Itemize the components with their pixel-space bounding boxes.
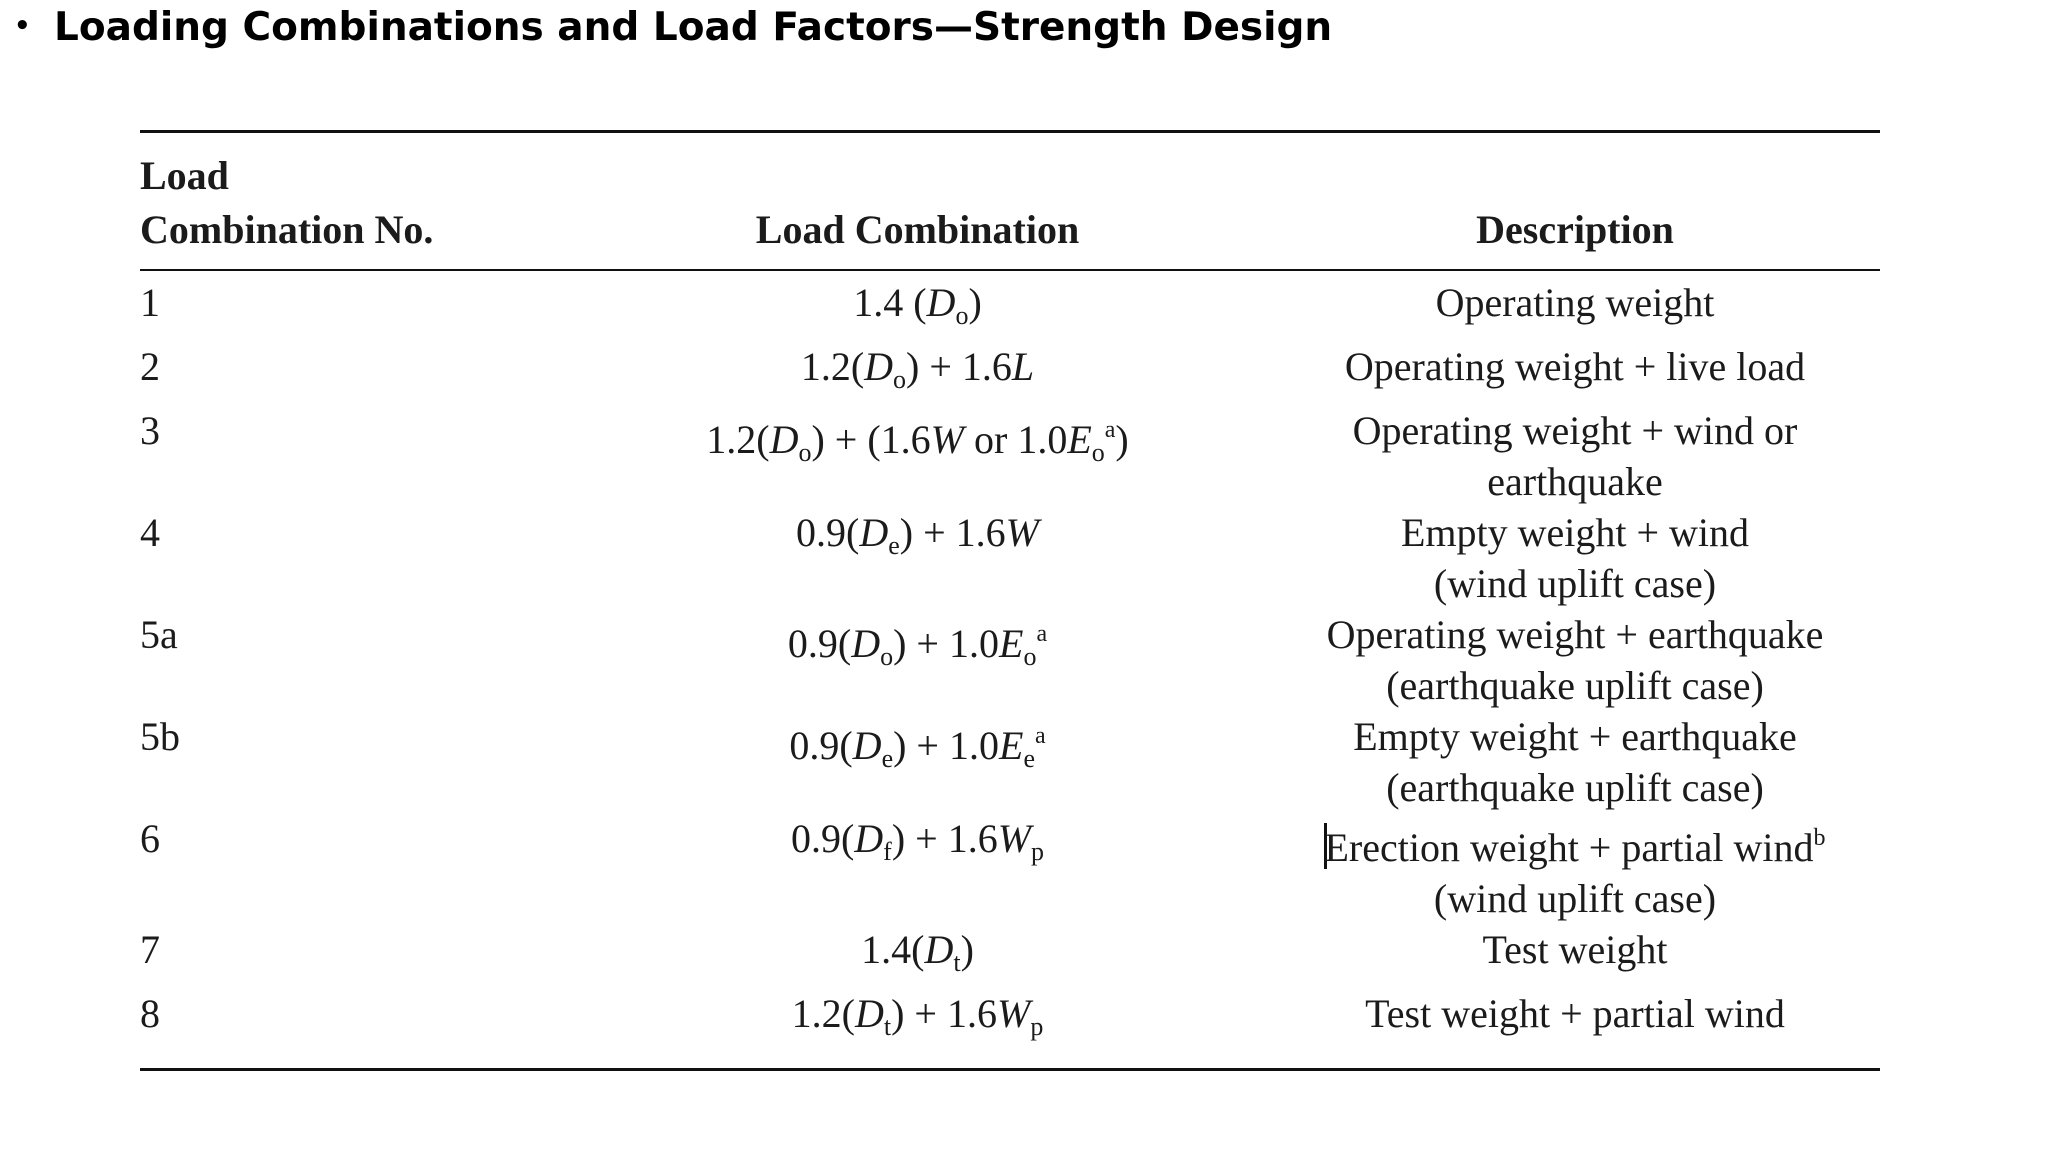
row-description: Erection weight + partial wind$^b$ (wind uplift case) [1324, 825, 1826, 921]
row-formula: $0.9(D_f) + 1.6W_p$ [790, 816, 1045, 866]
row-number: 3 [140, 408, 160, 453]
table-row [140, 988, 1880, 1070]
row-description: Empty weight + wind (wind uplift case) [1400, 510, 1750, 606]
row-number: 6 [140, 816, 160, 861]
table-row [140, 813, 1880, 924]
row-description: Operating weight [1435, 280, 1715, 325]
load-combinations-table [140, 130, 1880, 1071]
row-formula: $0.9(D_e) + 1.6W$ [796, 510, 1039, 560]
table-row [140, 924, 1880, 988]
row-description: Test weight + partial wind [1365, 991, 1785, 1036]
row-description: Test weight [1482, 927, 1668, 972]
header-load-combination: Load Combination [755, 207, 1080, 252]
row-formula: $1.2(D_o) + 1.6L$ [800, 344, 1035, 394]
bullet-marker: • [14, 10, 31, 41]
row-description: Operating weight + live load [1344, 344, 1806, 389]
row-description: Operating weight + wind or earthquake [1352, 408, 1798, 504]
table-row [140, 341, 1880, 405]
load-combinations-table-figure [140, 130, 1880, 1071]
table-row [140, 270, 1880, 341]
row-number: 8 [140, 991, 160, 1036]
row-number: 5b [140, 714, 180, 759]
heading-text: Loading Combinations and Load Factors—Strength Design [54, 5, 1333, 50]
table-row [140, 609, 1880, 711]
table-row [140, 405, 1880, 507]
table-row [140, 711, 1880, 813]
row-number: 1 [140, 280, 160, 325]
table-row [140, 507, 1880, 609]
row-number: 2 [140, 344, 160, 389]
row-formula: $0.9(D_o) + 1.0E_o^a$ [787, 621, 1048, 671]
row-number: 7 [140, 927, 160, 972]
row-formula: $1.2(D_t) + 1.6W_p$ [791, 991, 1044, 1041]
slide-heading [14, 6, 1332, 52]
header-combination-no: Load Combination No. [140, 153, 434, 252]
row-description: Empty weight + earthquake (earthquake uplift case) [1353, 714, 1797, 810]
row-number: 4 [140, 510, 160, 555]
row-formula: $1.4(D_t)$ [861, 927, 974, 977]
table-header-row [140, 132, 1880, 271]
row-formula: $1.2(D_o) + (1.6W$ or $1.0E_o^a$) [706, 417, 1129, 467]
header-description: Description [1476, 207, 1674, 252]
row-formula: $0.9(D_e) + 1.0E_e^a$ [789, 723, 1046, 773]
row-formula: 1.4 $(D_o)$ [853, 280, 982, 330]
row-number: 5a [140, 612, 178, 657]
row-description: Operating weight + earthquake (earthquake uplift case) [1326, 612, 1824, 708]
